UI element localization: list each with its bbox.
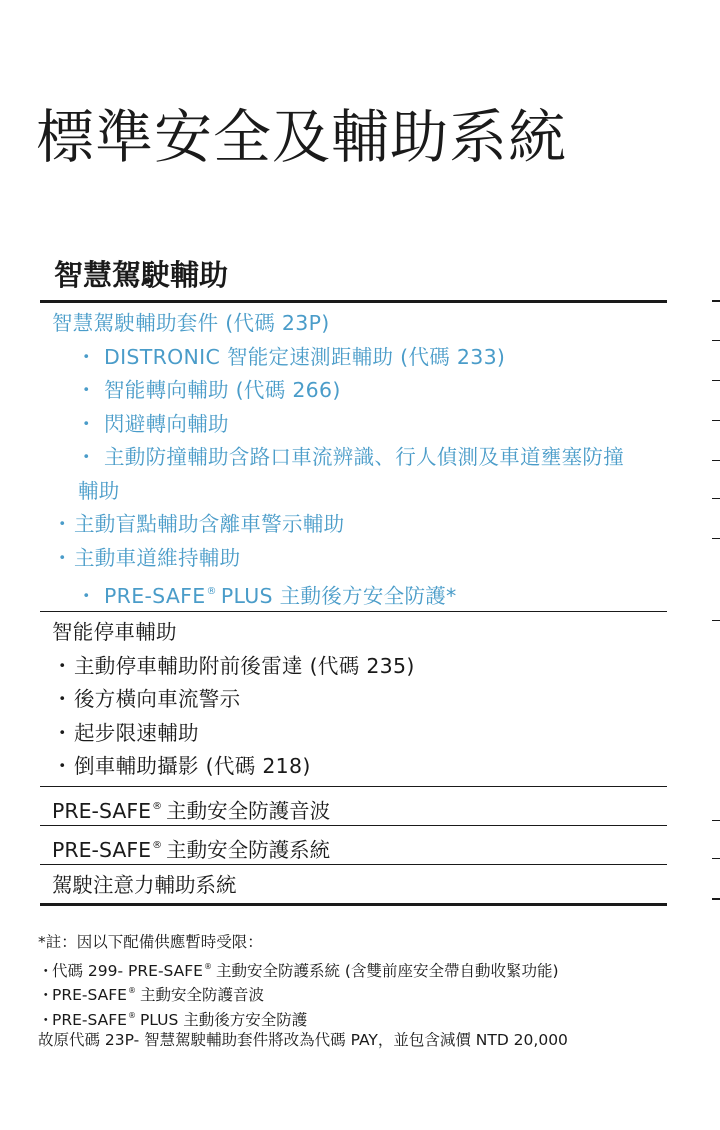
row-divider [40,611,667,612]
row-divider [40,786,667,787]
bullet: ・ [52,545,73,570]
feature-presafe-sound: PRE-SAFE® 主動安全防護音波 [52,799,331,823]
group-heading: 智能停車輔助 [52,620,177,644]
registered-mark: ® [152,840,163,851]
edge-tick [712,300,720,302]
bullet: ・ [52,687,73,711]
edge-tick [712,420,720,421]
edge-tick [712,620,720,621]
list-item: ・主動停車輔助附前後雷達 (代碼 235) [52,650,667,684]
registered-mark: ® [206,586,217,597]
list-item: ・起步限速輔助 [52,717,667,751]
list-item: ・倒車輔助攝影 (代碼 218) [52,750,667,784]
list-item: ・主動車道維持輔助 [52,542,667,576]
bullet: ・ [52,512,73,536]
bullet: ・ [38,1010,54,1029]
feature-group-intelligent-drive [52,307,667,609]
edge-tick [712,460,720,461]
note-intro: *註：因以下配備供應暫時受限： [38,933,263,951]
list-item: ・ 智能轉向輔助 (代碼 266) [52,374,667,408]
list-item: ・ DISTRONIC 智能定速測距輔助 (代碼 233) [52,341,667,375]
list-item: ・ PRE-SAFE® PLUS 主動後方安全防護* [52,575,667,609]
edge-tick [712,380,720,381]
bullet: ・ [76,584,97,608]
edge-tick [712,538,720,539]
feature-presafe-system: PRE-SAFE® 主動安全防護系統 [52,838,331,862]
edge-tick [712,858,720,859]
table-bottom-border [40,903,667,906]
page-title: 標準安全及輔助系統 [36,103,568,171]
bullet: ・ [52,653,73,678]
row-divider [40,864,667,865]
registered-mark: ® [152,801,163,812]
note-item: ・PRE-SAFE® 主動安全防護音波 [38,979,678,1004]
registered-mark: ® [203,961,212,971]
group-heading: 智慧駕駛輔助套件 (代碼 23P) [52,311,330,335]
note-closing: 故原代碼 23P- 智慧駕駛輔助套件將改為代碼 PAY，並包含減價 NTD 20,000 [38,1031,568,1049]
bullet: ・ [38,986,54,1004]
bullet: ・ [52,720,73,745]
registered-mark: ® [127,1010,136,1020]
feature-group-parking [52,616,667,784]
list-item: ・ 閃避轉向輔助 [52,408,667,442]
bullet: ・ [38,961,54,980]
edge-tick [712,898,720,900]
bullet: ・ [76,378,97,402]
list-item: ・主動盲點輔助含離車警示輔助 [52,508,667,542]
note-item: ・PRE-SAFE® PLUS 主動後方安全防護 [38,1004,678,1029]
bullet: ・ [52,754,73,778]
row-divider [40,825,667,826]
bullet: ・ [76,411,97,436]
edge-tick [712,498,720,499]
section-title: 智慧駕駛輔助 [54,258,229,292]
registered-mark: ® [127,986,136,995]
bullet: ・ [76,344,97,369]
footnotes [38,930,678,1053]
feature-attention-assist: 駕駛注意力輔助系統 [52,873,237,897]
note-item: ・代碼 299- PRE-SAFE® 主動安全防護系統 (含雙前座安全帶自動收緊功能) [38,955,678,980]
list-item: ・ 主動防撞輔助含路口車流辨識、行人偵測及車道壅塞防撞 [52,441,667,475]
list-item-continuation: 輔助 [78,478,120,503]
bullet: ・ [76,445,97,469]
edge-tick [712,340,720,341]
section-divider [40,300,667,303]
edge-tick [712,820,720,821]
list-item: ・後方橫向車流警示 [52,683,667,717]
